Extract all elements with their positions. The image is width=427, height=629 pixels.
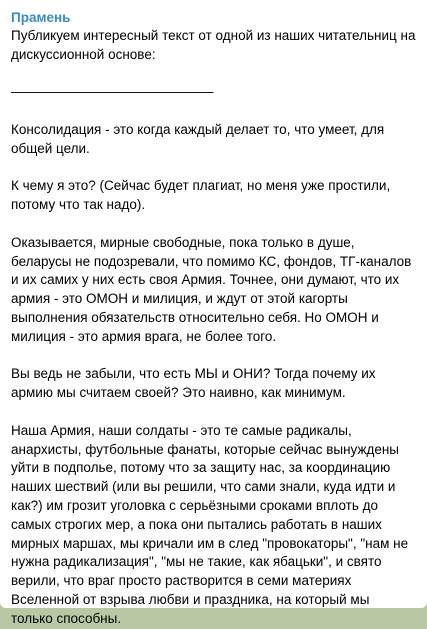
channel-name[interactable]: Прамень (11, 10, 71, 25)
message-text: Публикуем интересный текст от одной из наших читательниц на дискуссионной основе: ——————————————— Консолидация - это когда каждый делает то, что умеет, для общей цели. К чему я это? (Сейчас будет плагиат, но меня уже простили, потому что так надо). Оказывается, мирные свободные, пока только в душе, беларусы не подозревали, что помимо КС, фондов, ТГ-каналов и их самих у них есть своя Армия. Точнее, они думают, что их армия - это ОМОН и милиция, и ждут от этой кагорты выполнения обязательств относительно себя. Но ОМОН и милиция - это армия врага, не более того. Вы ведь не забыли, что есть МЫ и ОНИ? Тогда почему их армию мы считаем своей? Это наивно, как минимум. Наша Армия, наши солдаты - это те самые радикалы, анархисты, футбольные фанаты, которые сейчас вынуждены уйти в подполье, потому что за защиту нас, за координацию наших шествий (или вы решили, что сами знали, куда идти и как?) им грозит уголовка с серьёзными сроками вплоть до самых строгих мер, а пока они пытались работать в наших мирных маршах, мы кричали им в след "провокаторы", "нам не нужна радикализация", "мы не такие, как ябацьки", и свято верили, что враг просто растворится в семи материях Вселенной от взрыва любви и праздника, на который мы только способны. (11, 28, 416, 626)
